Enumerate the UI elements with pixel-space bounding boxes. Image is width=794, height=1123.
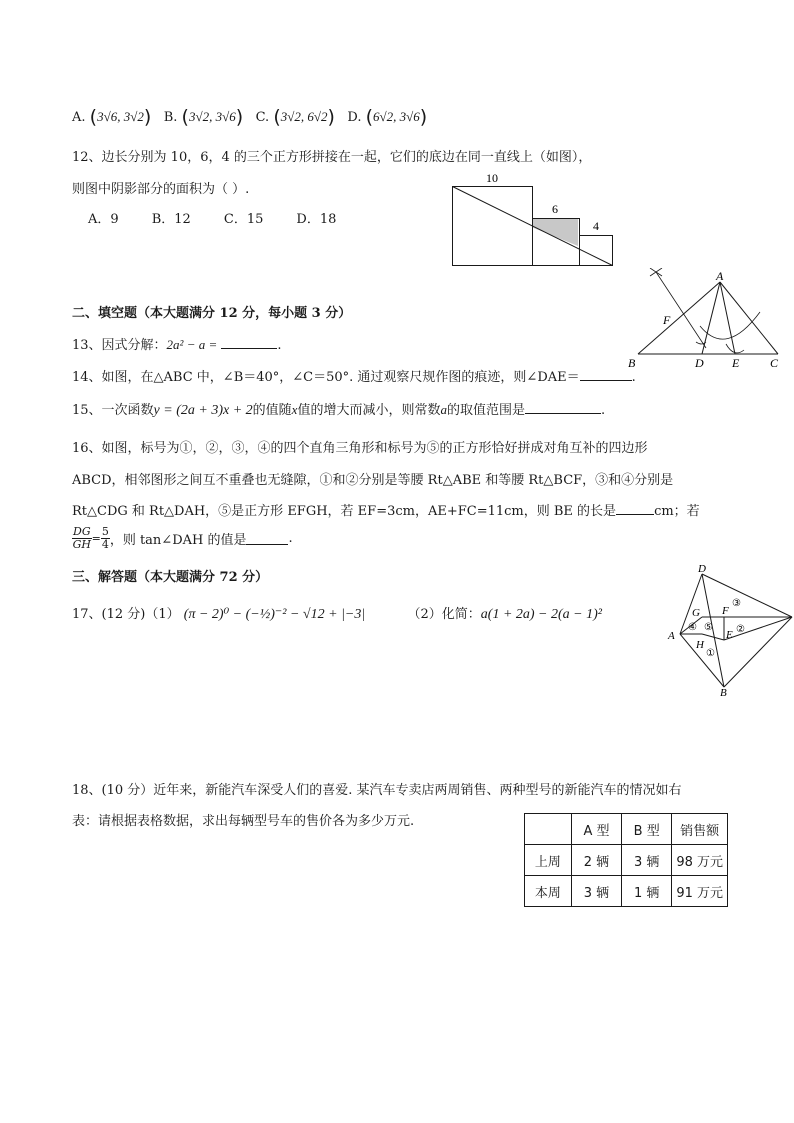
- table-cell: 3 辆: [571, 876, 621, 907]
- q12-figure: [448, 168, 618, 270]
- q16-line3-unit: cm；若: [654, 504, 700, 519]
- q15-end: .: [600, 403, 606, 418]
- q14-figure: [622, 268, 790, 372]
- q15-answer-blank[interactable]: [525, 401, 601, 414]
- q14-answer-blank[interactable]: [580, 368, 632, 381]
- q16-line4-end: .: [288, 531, 293, 546]
- q17-label-2: （2）化简：: [407, 607, 481, 622]
- q12-stem-line2: 则图中阴影部分的面积为（ ）.: [72, 182, 250, 197]
- q16-line3-text: Rt△CDG 和 Rt△DAH，⑤是正方形 EFGH，若 EF=3cm，AE+FC=11cm，则 BE 的长是: [72, 504, 617, 519]
- table-header-cell: B 型: [622, 814, 672, 845]
- q18-line2: 表：请根据表格数据，求出每辆型号车的售价各为多少万元.: [72, 814, 415, 829]
- q13-prefix: 13、因式分解：: [72, 338, 167, 353]
- q16-answer-blank-1[interactable]: [616, 502, 654, 515]
- q11-option-d-label: D.: [347, 110, 362, 125]
- q17-label: 17、(12 分)（1）: [72, 607, 180, 622]
- table-cell: 1 辆: [622, 876, 672, 907]
- q16-label-2: ②: [736, 624, 745, 635]
- q14-label-c: C: [770, 356, 779, 370]
- section-3-title: 三、解答题（本大题满分 72 分）: [72, 570, 269, 585]
- q11-option-b-value: 3√2, 3√6: [188, 109, 236, 124]
- q17-expression-2: a(1 + 2a) − 2(a − 1)²: [480, 607, 602, 622]
- q14-label-d: D: [695, 356, 704, 370]
- q13-suffix: .: [277, 338, 282, 353]
- q15-expression: y = (2a + 3)x + 2: [153, 403, 253, 418]
- table-header-cell: A 型: [571, 814, 621, 845]
- q14-label-a: A: [716, 269, 724, 283]
- table-header-cell: 销售额: [672, 814, 728, 845]
- q14: [72, 366, 636, 385]
- q16-line4-text: ，则 tan∠DAH 的值是: [109, 533, 247, 548]
- table-cell: 2 辆: [571, 845, 621, 876]
- q16-line4: $\frac{DG}{GH}$ = $\frac{5}{4}$ ，则 tan∠DAH 的值是 .: [72, 525, 293, 551]
- q16-line2: ABCD，相邻图形之间互不重叠也无缝隙，①和②分别是等腰 Rt△ABE 和等腰 Rt△BCF，③和④分别是: [72, 473, 674, 488]
- q16-line3: [72, 500, 700, 519]
- q16-answer-blank-2[interactable]: [246, 532, 288, 545]
- q14-label-e: E: [732, 356, 740, 370]
- q12-stem-line1: 12、边长分别为 10，6，4 的三个正方形拼接在一起，它们的底边在同一直线上（如图），: [72, 150, 592, 165]
- q17: [72, 603, 602, 623]
- q17-expression-1: (π − 2)⁰ − (−½)⁻² − √12 + |−3|: [183, 607, 366, 622]
- section-2-title: 二、填空题（本大题满分 12 分，每小题 3 分）: [72, 306, 352, 321]
- q15-middle2: 值的增大而减小，则常数: [297, 403, 441, 418]
- q16-label-a: A: [668, 630, 675, 642]
- table-cell: 本周: [525, 876, 572, 907]
- table-row: [525, 876, 728, 907]
- q16-fraction-dg-gh: $\frac{DG}{GH}$: [72, 525, 91, 551]
- q16-figure: [664, 562, 794, 698]
- q16-fraction-ratio: $\frac{5}{4}$: [101, 525, 109, 551]
- q13-expression: 2a² − a =: [166, 337, 218, 352]
- q11-option-d-value: 6√2, 3√6: [373, 109, 420, 124]
- q13-answer-blank[interactable]: [221, 336, 277, 349]
- q16-label-h: H: [696, 639, 704, 651]
- table-header-cell: [525, 814, 572, 845]
- q12-options: A．9 B．12 C．15 D．18: [88, 212, 337, 227]
- q18-line1: 18、(10 分）近年来，新能汽车深受人们的喜爱. 某汽车专卖店两周销售、两种型号的新能汽车的情况如右: [72, 783, 682, 798]
- q16-label-f: F: [722, 605, 729, 617]
- table-header-row: [525, 814, 728, 845]
- q16-label-e: E: [726, 629, 733, 641]
- q11-option-c-value: 3√2, 6√2: [280, 109, 328, 124]
- q16-label-b: B: [720, 687, 727, 698]
- q15-var-a: a: [440, 402, 447, 417]
- table-cell: 98 万元: [672, 845, 728, 876]
- q16-label-5: ⑤: [704, 622, 713, 633]
- q15-prefix: 15、一次函数: [72, 403, 154, 418]
- q13: [72, 334, 282, 353]
- q18-sales-table: [524, 813, 728, 907]
- q14-suffix: .: [631, 370, 636, 385]
- q15-suffix: 的取值范围是: [446, 403, 525, 418]
- q11-option-a-value: 3√6, 3√2: [97, 109, 144, 124]
- q14-label-b: B: [628, 356, 636, 370]
- table-row: [525, 845, 728, 876]
- q16-label-d: D: [698, 563, 706, 575]
- q16-line1: 16、如图，标号为①，②，③，④的四个直角三角形和标号为⑤的正方形恰好拼成对角互补的四边形: [72, 441, 648, 456]
- q15: [72, 399, 605, 419]
- q16-label-1: ①: [706, 648, 715, 659]
- q14-bisector: [656, 272, 706, 348]
- table-cell: 3 辆: [622, 845, 672, 876]
- q12-square-10: [453, 187, 533, 266]
- table-cell: 上周: [525, 845, 572, 876]
- q12-square-4: [580, 236, 613, 266]
- q14-text: 14、如图，在△ABC 中，∠B＝40°，∠C＝50°. 通过观察尺规作图的痕迹，则∠DAE＝: [72, 370, 580, 385]
- q14-label-f: F: [663, 313, 671, 327]
- q11-option-c-label: C.: [255, 110, 270, 125]
- q16-label-3: ③: [732, 598, 741, 609]
- q11-option-b-label: B.: [163, 110, 178, 125]
- q12-shaded-region: [532, 218, 578, 246]
- q12-label-4: 4: [593, 219, 599, 233]
- q12-label-6: 6: [552, 202, 558, 216]
- q15-middle: 的值随: [252, 403, 292, 418]
- q11-options: A. (3√6, 3√2) B. (3√2, 3√6) C. (3√2, 6√2) D. (6√2, 3√6): [72, 106, 428, 128]
- q12-label-10: 10: [486, 171, 498, 185]
- q15-var-x: x: [291, 402, 298, 417]
- table-cell: 91 万元: [672, 876, 728, 907]
- q11-option-a-label: A.: [72, 110, 86, 125]
- q16-label-4: ④: [688, 622, 697, 633]
- q16-label-g: G: [692, 607, 700, 619]
- q14-line-ae: [720, 282, 735, 354]
